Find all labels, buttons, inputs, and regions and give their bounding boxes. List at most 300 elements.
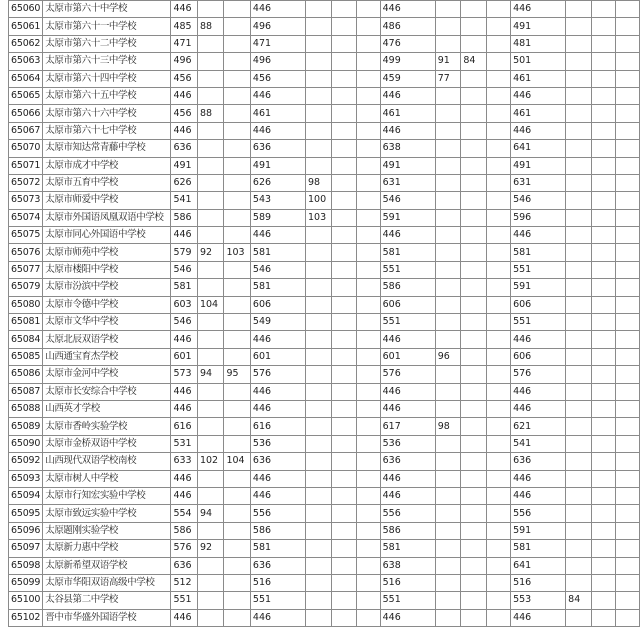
score-cell xyxy=(461,366,487,383)
score-cell xyxy=(615,70,639,87)
score-cell: 556 xyxy=(380,505,435,522)
score-cell xyxy=(591,470,615,487)
score-cell xyxy=(487,418,511,435)
score-cell: 96 xyxy=(435,348,461,365)
score-cell xyxy=(306,1,332,18)
score-cell xyxy=(224,435,250,452)
score-cell xyxy=(461,279,487,296)
score-cell xyxy=(566,53,592,70)
score-cell xyxy=(332,244,356,261)
score-cell xyxy=(356,140,380,157)
score-cell xyxy=(197,157,223,174)
school-code-cell: 65066 xyxy=(9,105,43,122)
score-cell: 501 xyxy=(511,53,566,70)
school-name-cell: 太原市外国语凤凰双语中学校 xyxy=(43,209,171,226)
school-code-cell: 65070 xyxy=(9,140,43,157)
score-cell xyxy=(306,348,332,365)
score-cell: 446 xyxy=(511,1,566,18)
score-cell: 446 xyxy=(511,470,566,487)
school-name-cell: 太谷县第二中学校 xyxy=(43,592,171,609)
score-cell: 516 xyxy=(380,574,435,591)
score-cell xyxy=(566,174,592,191)
score-cell: 601 xyxy=(380,348,435,365)
score-cell xyxy=(615,105,639,122)
score-cell xyxy=(566,18,592,35)
school-code-cell: 65094 xyxy=(9,487,43,504)
score-cell xyxy=(197,174,223,191)
score-cell xyxy=(591,1,615,18)
score-cell xyxy=(224,314,250,331)
score-cell xyxy=(461,174,487,191)
score-cell: 496 xyxy=(171,53,197,70)
score-cell xyxy=(306,140,332,157)
score-cell xyxy=(615,87,639,104)
school-name-cell: 太原市师苑中学校 xyxy=(43,244,171,261)
school-code-cell: 65076 xyxy=(9,244,43,261)
score-cell xyxy=(487,522,511,539)
score-cell xyxy=(332,348,356,365)
score-cell: 499 xyxy=(380,53,435,70)
score-cell xyxy=(197,53,223,70)
score-cell xyxy=(615,1,639,18)
score-cell: 606 xyxy=(250,296,305,313)
score-cell: 546 xyxy=(171,314,197,331)
score-cell xyxy=(461,470,487,487)
score-cell xyxy=(487,331,511,348)
score-cell xyxy=(224,174,250,191)
score-cell xyxy=(356,209,380,226)
score-cell: 446 xyxy=(250,400,305,417)
score-cell xyxy=(461,261,487,278)
school-code-cell: 65099 xyxy=(9,574,43,591)
score-cell xyxy=(197,122,223,139)
score-cell: 91 xyxy=(435,53,461,70)
score-cell: 581 xyxy=(511,244,566,261)
score-cell: 636 xyxy=(250,453,305,470)
score-cell xyxy=(435,261,461,278)
score-cell xyxy=(306,18,332,35)
score-cell: 636 xyxy=(511,453,566,470)
school-name-cell: 太原新希望双语学校 xyxy=(43,557,171,574)
school-name-cell: 太原市五育中学校 xyxy=(43,174,171,191)
score-cell xyxy=(306,366,332,383)
score-cell: 581 xyxy=(171,279,197,296)
score-cell xyxy=(591,348,615,365)
score-cell: 586 xyxy=(171,522,197,539)
score-cell: 531 xyxy=(171,435,197,452)
score-cell xyxy=(487,35,511,52)
score-cell xyxy=(615,314,639,331)
score-cell: 446 xyxy=(380,487,435,504)
score-cell xyxy=(591,157,615,174)
score-cell: 94 xyxy=(197,505,223,522)
score-cell xyxy=(487,296,511,313)
score-cell: 461 xyxy=(380,105,435,122)
score-cell xyxy=(197,400,223,417)
score-cell xyxy=(461,348,487,365)
score-cell: 84 xyxy=(461,53,487,70)
score-cell: 446 xyxy=(250,487,305,504)
score-cell xyxy=(487,383,511,400)
school-code-cell: 65084 xyxy=(9,331,43,348)
score-cell xyxy=(615,209,639,226)
score-cell xyxy=(487,261,511,278)
score-cell: 581 xyxy=(380,244,435,261)
school-code-cell: 65060 xyxy=(9,1,43,18)
score-cell xyxy=(487,470,511,487)
score-cell: 581 xyxy=(250,540,305,557)
school-code-cell: 65067 xyxy=(9,122,43,139)
score-cell: 461 xyxy=(511,105,566,122)
score-cell: 601 xyxy=(250,348,305,365)
school-code-cell: 65063 xyxy=(9,53,43,70)
score-cell: 446 xyxy=(171,227,197,244)
school-code-cell: 65061 xyxy=(9,18,43,35)
score-cell xyxy=(356,53,380,70)
score-cell xyxy=(615,383,639,400)
score-cell: 84 xyxy=(566,592,592,609)
score-cell xyxy=(332,418,356,435)
score-cell xyxy=(461,383,487,400)
score-cell: 461 xyxy=(250,105,305,122)
score-cell: 103 xyxy=(306,209,332,226)
score-cell xyxy=(435,331,461,348)
score-cell xyxy=(487,87,511,104)
score-cell xyxy=(591,279,615,296)
score-cell xyxy=(224,261,250,278)
score-cell xyxy=(356,174,380,191)
score-cell xyxy=(224,331,250,348)
score-cell xyxy=(356,505,380,522)
score-cell: 546 xyxy=(380,192,435,209)
score-cell: 591 xyxy=(380,209,435,226)
table-row xyxy=(9,314,640,331)
score-cell xyxy=(461,227,487,244)
score-cell xyxy=(615,244,639,261)
score-cell xyxy=(591,70,615,87)
score-cell: 616 xyxy=(250,418,305,435)
score-cell: 581 xyxy=(511,540,566,557)
score-cell xyxy=(306,418,332,435)
table-row xyxy=(9,35,640,52)
score-cell xyxy=(224,592,250,609)
score-cell xyxy=(566,209,592,226)
table-row xyxy=(9,105,640,122)
score-cell xyxy=(306,557,332,574)
table-row xyxy=(9,279,640,296)
score-cell xyxy=(306,609,332,626)
score-cell: 551 xyxy=(511,314,566,331)
score-cell xyxy=(615,609,639,626)
score-cell xyxy=(591,453,615,470)
score-cell xyxy=(435,1,461,18)
score-cell xyxy=(435,140,461,157)
score-cell: 456 xyxy=(171,70,197,87)
table-row xyxy=(9,140,640,157)
score-cell xyxy=(487,435,511,452)
score-cell xyxy=(332,279,356,296)
score-cell xyxy=(566,70,592,87)
score-cell xyxy=(615,540,639,557)
school-code-cell: 65062 xyxy=(9,35,43,52)
score-cell: 636 xyxy=(250,140,305,157)
score-cell: 551 xyxy=(380,592,435,609)
score-cell: 496 xyxy=(250,53,305,70)
score-cell xyxy=(224,296,250,313)
table-row xyxy=(9,70,640,87)
score-cell xyxy=(356,70,380,87)
score-cell xyxy=(615,140,639,157)
score-cell xyxy=(356,18,380,35)
school-name-cell: 太原市金桥双语中学校 xyxy=(43,435,171,452)
score-cell xyxy=(566,314,592,331)
score-cell: 446 xyxy=(171,122,197,139)
score-cell: 446 xyxy=(380,1,435,18)
score-cell: 446 xyxy=(171,87,197,104)
table-row xyxy=(9,331,640,348)
school-code-cell: 65097 xyxy=(9,540,43,557)
score-cell xyxy=(332,470,356,487)
score-cell xyxy=(591,574,615,591)
score-cell xyxy=(435,227,461,244)
score-cell: 446 xyxy=(511,227,566,244)
score-cell: 579 xyxy=(171,244,197,261)
score-cell xyxy=(615,227,639,244)
score-cell xyxy=(306,227,332,244)
score-cell xyxy=(591,609,615,626)
score-cell xyxy=(306,53,332,70)
score-cell: 446 xyxy=(380,383,435,400)
score-cell xyxy=(197,87,223,104)
school-code-cell: 65074 xyxy=(9,209,43,226)
score-cell xyxy=(487,122,511,139)
score-cell: 546 xyxy=(511,192,566,209)
score-cell: 626 xyxy=(250,174,305,191)
score-cell: 446 xyxy=(511,609,566,626)
school-code-cell: 65079 xyxy=(9,279,43,296)
score-cell: 491 xyxy=(511,157,566,174)
score-cell: 576 xyxy=(511,366,566,383)
score-cell xyxy=(591,174,615,191)
score-cell: 512 xyxy=(171,574,197,591)
school-code-cell: 65072 xyxy=(9,174,43,191)
score-cell: 549 xyxy=(250,314,305,331)
score-cell xyxy=(435,209,461,226)
score-cell xyxy=(566,574,592,591)
score-cell: 446 xyxy=(171,487,197,504)
score-cell xyxy=(615,470,639,487)
score-cell xyxy=(435,522,461,539)
score-cell xyxy=(356,435,380,452)
school-name-cell: 太原市第六十七中学校 xyxy=(43,122,171,139)
score-cell xyxy=(332,122,356,139)
score-cell: 481 xyxy=(511,35,566,52)
score-cell xyxy=(224,18,250,35)
score-cell xyxy=(591,192,615,209)
score-cell xyxy=(356,1,380,18)
score-cell xyxy=(591,261,615,278)
score-cell: 485 xyxy=(171,18,197,35)
score-cell xyxy=(566,1,592,18)
score-cell xyxy=(306,122,332,139)
score-cell: 446 xyxy=(171,331,197,348)
score-cell xyxy=(461,35,487,52)
score-cell xyxy=(487,314,511,331)
score-cell xyxy=(306,505,332,522)
table-row xyxy=(9,435,640,452)
school-code-cell: 65071 xyxy=(9,157,43,174)
score-cell xyxy=(615,35,639,52)
score-cell: 636 xyxy=(171,140,197,157)
score-cell: 638 xyxy=(380,140,435,157)
school-name-cell: 太原市行知宏实验中学校 xyxy=(43,487,171,504)
score-cell xyxy=(356,574,380,591)
score-cell xyxy=(356,348,380,365)
table-row xyxy=(9,244,640,261)
school-name-cell: 太原市长安综合中学校 xyxy=(43,383,171,400)
score-cell: 95 xyxy=(224,366,250,383)
table-row xyxy=(9,192,640,209)
score-cell xyxy=(487,366,511,383)
score-cell: 606 xyxy=(380,296,435,313)
score-cell xyxy=(435,366,461,383)
score-cell xyxy=(356,418,380,435)
score-cell xyxy=(487,157,511,174)
score-cell: 446 xyxy=(171,400,197,417)
school-code-cell: 65100 xyxy=(9,592,43,609)
score-cell xyxy=(356,557,380,574)
score-cell: 98 xyxy=(435,418,461,435)
score-cell xyxy=(197,609,223,626)
score-cell: 103 xyxy=(224,244,250,261)
score-cell: 581 xyxy=(250,279,305,296)
score-cell xyxy=(566,418,592,435)
score-cell: 546 xyxy=(250,261,305,278)
score-cell xyxy=(197,209,223,226)
score-cell xyxy=(461,1,487,18)
score-cell xyxy=(461,574,487,591)
score-cell xyxy=(435,244,461,261)
score-cell xyxy=(435,574,461,591)
score-cell xyxy=(487,279,511,296)
score-cell xyxy=(591,35,615,52)
score-cell: 446 xyxy=(380,331,435,348)
score-cell xyxy=(487,505,511,522)
score-cell: 591 xyxy=(511,522,566,539)
score-cell xyxy=(435,470,461,487)
score-cell: 626 xyxy=(171,174,197,191)
score-cell xyxy=(461,418,487,435)
score-cell xyxy=(487,592,511,609)
score-cell: 633 xyxy=(171,453,197,470)
score-cell: 541 xyxy=(171,192,197,209)
score-cell xyxy=(306,105,332,122)
school-code-cell: 65093 xyxy=(9,470,43,487)
score-cell xyxy=(435,453,461,470)
score-cell: 446 xyxy=(380,87,435,104)
school-name-cell: 太原市知达常青藤中学校 xyxy=(43,140,171,157)
score-cell xyxy=(435,122,461,139)
score-cell xyxy=(615,522,639,539)
score-cell xyxy=(591,331,615,348)
score-cell xyxy=(487,400,511,417)
school-code-cell: 65075 xyxy=(9,227,43,244)
table-row xyxy=(9,592,640,609)
score-cell xyxy=(224,53,250,70)
score-cell xyxy=(356,244,380,261)
school-code-cell: 65081 xyxy=(9,314,43,331)
score-cell: 446 xyxy=(511,331,566,348)
score-cell xyxy=(591,244,615,261)
school-name-cell: 太原市楼阳中学校 xyxy=(43,261,171,278)
score-cell xyxy=(435,18,461,35)
score-cell xyxy=(356,470,380,487)
school-code-cell: 65086 xyxy=(9,366,43,383)
table-row xyxy=(9,87,640,104)
score-cell xyxy=(332,87,356,104)
score-cell xyxy=(615,592,639,609)
score-cell xyxy=(615,574,639,591)
score-cell: 92 xyxy=(197,244,223,261)
score-cell xyxy=(332,522,356,539)
school-code-cell: 65073 xyxy=(9,192,43,209)
score-cell: 581 xyxy=(380,540,435,557)
score-cell xyxy=(591,522,615,539)
score-cell: 446 xyxy=(380,470,435,487)
school-code-cell: 65096 xyxy=(9,522,43,539)
school-name-cell: 山西英才学校 xyxy=(43,400,171,417)
score-cell xyxy=(332,487,356,504)
score-cell xyxy=(435,400,461,417)
score-cell: 586 xyxy=(380,522,435,539)
score-cell xyxy=(197,383,223,400)
score-cell xyxy=(615,192,639,209)
score-cell: 461 xyxy=(511,70,566,87)
score-cell: 516 xyxy=(511,574,566,591)
school-name-cell: 太原市汾滨中学校 xyxy=(43,279,171,296)
score-cell: 641 xyxy=(511,557,566,574)
score-cell xyxy=(591,400,615,417)
score-cell xyxy=(332,557,356,574)
school-name-cell: 太原市第六十四中学校 xyxy=(43,70,171,87)
table-row xyxy=(9,348,640,365)
score-cell xyxy=(566,383,592,400)
score-cell xyxy=(591,87,615,104)
table-row xyxy=(9,157,640,174)
score-cell xyxy=(356,227,380,244)
score-cell xyxy=(306,35,332,52)
score-cell xyxy=(615,557,639,574)
score-cell: 496 xyxy=(250,18,305,35)
score-cell: 573 xyxy=(171,366,197,383)
score-cell xyxy=(487,557,511,574)
score-cell xyxy=(461,105,487,122)
score-cell xyxy=(197,435,223,452)
score-cell xyxy=(356,105,380,122)
score-cell xyxy=(224,557,250,574)
score-cell: 606 xyxy=(511,296,566,313)
score-cell: 446 xyxy=(380,609,435,626)
score-cell xyxy=(461,453,487,470)
score-cell: 586 xyxy=(380,279,435,296)
score-cell xyxy=(615,366,639,383)
score-cell xyxy=(566,453,592,470)
score-cell xyxy=(435,540,461,557)
score-cell xyxy=(615,331,639,348)
score-cell xyxy=(332,35,356,52)
school-name-cell: 太原市第六十中学校 xyxy=(43,1,171,18)
score-cell xyxy=(306,70,332,87)
